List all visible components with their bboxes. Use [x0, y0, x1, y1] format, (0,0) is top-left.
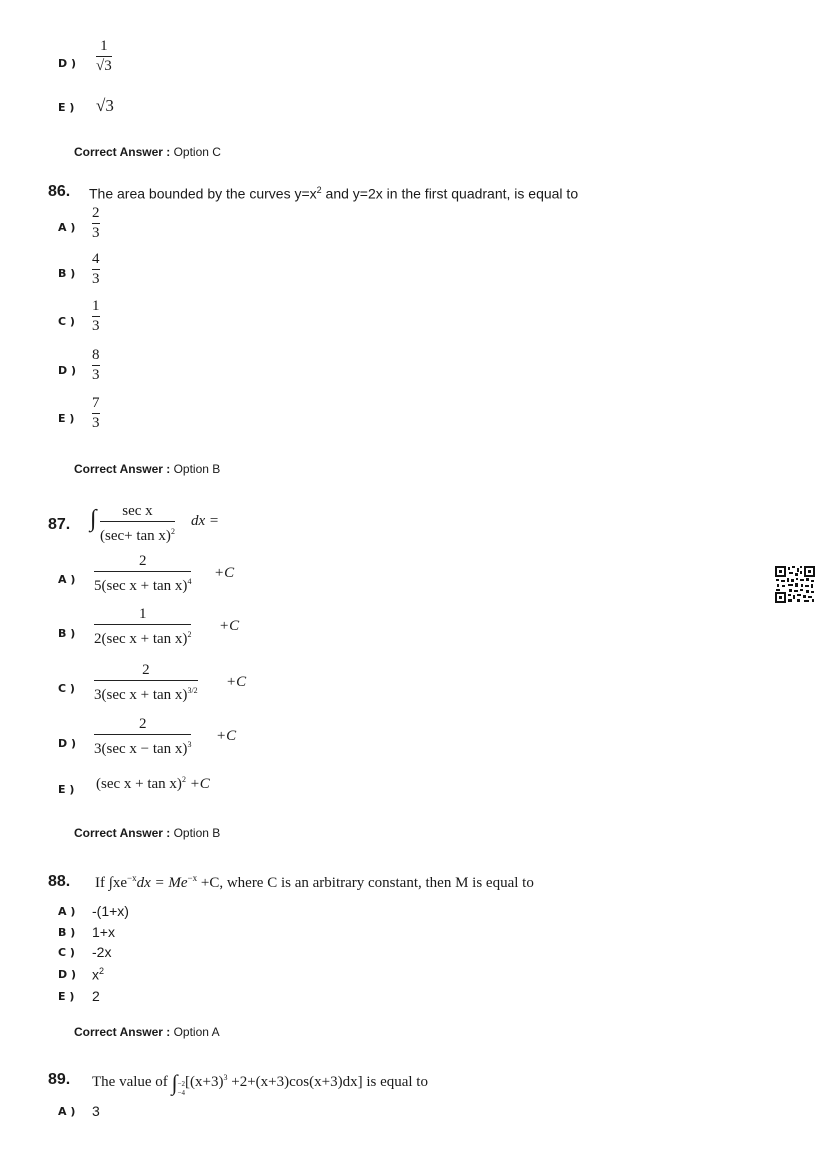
- fraction: [100, 503, 175, 545]
- option-label: D ): [58, 737, 76, 750]
- question-text: [89, 185, 578, 202]
- question-number: 86.: [48, 183, 71, 200]
- numerator: 1: [100, 38, 108, 54]
- denominator: 3: [92, 271, 100, 287]
- exponent: 3/2: [187, 686, 198, 695]
- question-text-a: The area bounded by the curves y=x: [89, 185, 317, 202]
- option-label: E ): [58, 990, 75, 1003]
- denominator: [94, 682, 198, 704]
- option-label: C ): [58, 315, 75, 328]
- correct-answer: [74, 145, 221, 159]
- question-text-mid: dx = Me: [136, 875, 188, 891]
- fraction: [94, 553, 191, 595]
- correct-answer: [74, 1025, 220, 1039]
- option-label: A ): [58, 573, 76, 586]
- option-label: A ): [58, 221, 76, 234]
- option-expression: [96, 775, 210, 793]
- correct-answer-value: Option A: [173, 1025, 220, 1039]
- denominator: 3: [92, 318, 100, 334]
- numerator: 2: [138, 553, 147, 569]
- option-base: x: [92, 966, 99, 983]
- integrand-b: +2+(x+3)cos(x+3)dx]: [227, 1074, 363, 1090]
- correct-answer: [74, 826, 220, 840]
- denominator-text: 3(sec x + tan x): [94, 687, 188, 703]
- option-value: -(1+x): [92, 903, 129, 919]
- fraction: [92, 205, 100, 242]
- option-label: D ): [58, 968, 76, 981]
- correct-answer-value: Option B: [173, 826, 221, 840]
- question-text-b: is equal to: [362, 1074, 428, 1090]
- denominator-text: 3(sec x − tan x): [94, 741, 188, 757]
- question-text-a: The value of: [92, 1074, 172, 1090]
- option-label: E ): [58, 783, 75, 796]
- denominator: [100, 523, 175, 545]
- correct-answer-value: Option C: [173, 145, 221, 159]
- constant: +C: [185, 776, 210, 792]
- option-value: [92, 966, 104, 983]
- denominator: [94, 573, 191, 595]
- option-label: C ): [58, 682, 75, 695]
- option-value: √3: [96, 96, 114, 115]
- question-number: 87.: [48, 516, 71, 533]
- denominator-text: 2(sec x + tan x): [94, 631, 188, 647]
- integrand-a: [(x+3): [185, 1074, 224, 1090]
- question-text: [92, 1070, 428, 1098]
- question-text-b: and y=2x in the first quadrant, is equal to: [321, 185, 579, 202]
- numerator: 2: [92, 205, 100, 221]
- fraction: [94, 606, 191, 648]
- option-label: B ): [58, 267, 76, 280]
- question-number: 89.: [48, 1071, 71, 1088]
- question-text: [95, 873, 534, 892]
- numerator: 1: [92, 298, 100, 314]
- constant: +C: [214, 565, 235, 581]
- numerator: 4: [92, 251, 100, 267]
- fraction: [94, 662, 198, 704]
- denominator: [94, 736, 191, 758]
- upper-limit: −2: [177, 1080, 186, 1088]
- correct-answer-label: Correct Answer :: [74, 145, 171, 159]
- fraction: [92, 347, 100, 384]
- option-label: C ): [58, 946, 75, 959]
- denominator: 3: [92, 367, 100, 383]
- correct-answer-label: Correct Answer :: [74, 826, 171, 840]
- option-label: E ): [58, 412, 75, 425]
- denominator: √3: [96, 58, 112, 74]
- question-number: 88.: [48, 873, 71, 890]
- correct-answer-label: Correct Answer :: [74, 1025, 171, 1039]
- exponent: 3: [223, 1073, 228, 1082]
- question-sup-2: −x: [187, 873, 198, 883]
- denominator-text: 5(sec x + tan x): [94, 578, 188, 594]
- integral-sign: ∫: [171, 1070, 178, 1095]
- option-exponent: 2: [99, 966, 105, 976]
- option-label: D ): [58, 364, 76, 377]
- option-value: 2: [92, 988, 100, 1004]
- option-value: -2x: [92, 944, 112, 960]
- numerator: 7: [92, 395, 100, 411]
- expression: (sec x + tan x): [96, 776, 182, 792]
- question-text-a: If ∫xe: [95, 875, 128, 891]
- correct-answer: [74, 462, 220, 476]
- option-value: 3: [92, 1103, 100, 1119]
- question-sup-1: −x: [127, 873, 137, 883]
- exponent: 2: [187, 630, 192, 639]
- option-label: A ): [58, 1105, 76, 1118]
- denominator: [94, 626, 191, 648]
- fraction: [94, 716, 191, 758]
- dx: dx =: [191, 513, 220, 529]
- integral-limits: [178, 1080, 185, 1098]
- numerator: 2: [142, 662, 150, 678]
- integral-sign: ∫: [90, 506, 97, 532]
- question-text-end: +C, where C is an arbitrary constant, then M is equal to: [197, 875, 534, 891]
- numerator: 1: [138, 606, 147, 622]
- numerator: 8: [92, 347, 100, 363]
- numerator: sec x: [122, 503, 153, 519]
- denominator: 3: [92, 415, 100, 431]
- fraction: [92, 298, 100, 335]
- option-label: B ): [58, 926, 76, 939]
- option-label: D ): [58, 57, 76, 70]
- denominator: 3: [92, 225, 100, 241]
- exponent: 3: [187, 740, 192, 749]
- fraction: [92, 251, 100, 288]
- correct-answer-value: Option B: [173, 462, 221, 476]
- constant: +C: [216, 728, 237, 744]
- fraction: [92, 395, 100, 432]
- option-label: B ): [58, 627, 76, 640]
- option-label: A ): [58, 905, 76, 918]
- fraction: [96, 38, 112, 75]
- correct-answer-label: Correct Answer :: [74, 462, 171, 476]
- numerator: 2: [138, 716, 147, 732]
- lower-limit: −4: [177, 1089, 186, 1097]
- option-value: 1+x: [92, 924, 115, 940]
- exponent: 4: [187, 577, 192, 586]
- option-label: E ): [58, 101, 75, 114]
- qr-code: [775, 566, 815, 603]
- question-text-sup: 2: [316, 185, 322, 195]
- exponent: 2: [170, 527, 175, 536]
- exponent: 2: [181, 775, 186, 784]
- constant: +C: [226, 674, 247, 690]
- constant: +C: [219, 618, 240, 634]
- denominator-text: (sec+ tan x): [100, 528, 171, 544]
